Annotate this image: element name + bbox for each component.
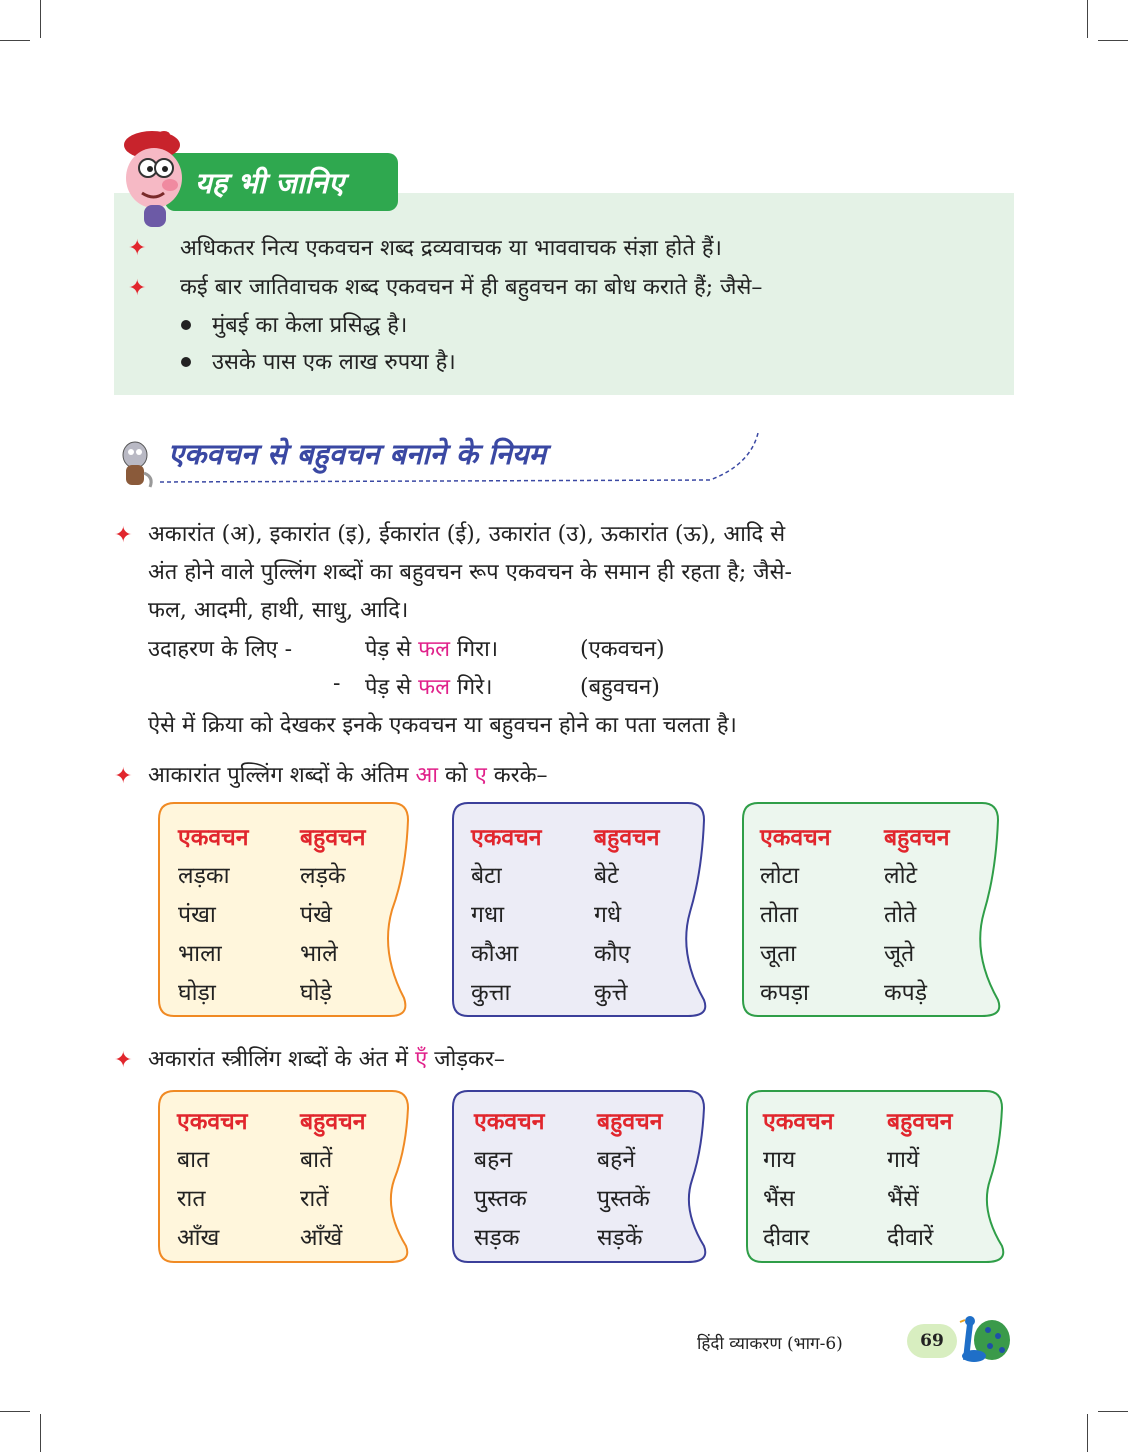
crop-mark bbox=[1087, 0, 1088, 38]
plural-word: कुत्ते bbox=[594, 980, 628, 1006]
plural-word: बहनें bbox=[597, 1147, 636, 1173]
know-bullet: कई बार जातिवाचक शब्द एकवचन में ही बहुवचन का बोध कराते हैं; जैसे– bbox=[180, 275, 763, 300]
know-bullet: अधिकतर नित्य एकवचन शब्द द्रव्यवाचक या भाववाचक संज्ञा होते हैं। bbox=[180, 236, 722, 261]
crop-mark bbox=[40, 0, 41, 38]
singular-word: कुत्ता bbox=[471, 980, 511, 1006]
bullet-dot-icon bbox=[181, 357, 191, 367]
header-singular: एकवचन bbox=[471, 824, 542, 851]
singular-word: कपड़ा bbox=[760, 980, 809, 1006]
singular-word: तोता bbox=[760, 902, 799, 928]
plural-word: पंखे bbox=[300, 902, 332, 928]
singular-word: बेटा bbox=[471, 863, 502, 889]
example-text: पेड़ से bbox=[365, 637, 412, 662]
plural-word: लड़के bbox=[300, 863, 346, 889]
plural-word: घोड़े bbox=[300, 980, 332, 1006]
plural-word: भैंसें bbox=[887, 1186, 919, 1212]
example-sentence bbox=[365, 633, 498, 663]
header-plural: बहुवचन bbox=[884, 824, 950, 851]
bullet-star-icon: ✦ bbox=[114, 1048, 133, 1073]
rule3-text bbox=[148, 1043, 505, 1073]
plural-word: लोटे bbox=[884, 863, 918, 889]
rule3-highlight: एँ bbox=[415, 1047, 428, 1072]
example-text: गिरे। bbox=[457, 675, 493, 700]
rule3-part: जोड़कर– bbox=[434, 1047, 505, 1072]
singular-word: बात bbox=[177, 1147, 210, 1173]
example-sentence bbox=[365, 671, 492, 701]
singular-word: रात bbox=[177, 1186, 206, 1212]
bullet-star-icon: ✦ bbox=[128, 236, 147, 261]
header-plural: बहुवचन bbox=[887, 1108, 953, 1135]
rule3-part: अकारांत स्त्रीलिंग शब्दों के अंत में bbox=[148, 1047, 409, 1072]
crop-mark bbox=[1098, 1411, 1128, 1412]
plural-word: रातें bbox=[300, 1186, 329, 1212]
plural-word: कौए bbox=[594, 941, 631, 967]
singular-word: लड़का bbox=[178, 863, 230, 889]
know-sub-item: उसके पास एक लाख रुपया है। bbox=[212, 350, 456, 375]
crop-mark bbox=[1087, 1414, 1088, 1452]
book-title: हिंदी व्याकरण (भाग-6) bbox=[697, 1334, 843, 1354]
rule2-part: आकारांत पुल्लिंग शब्दों के अंतिम bbox=[148, 763, 409, 788]
plural-word: आँखें bbox=[300, 1225, 343, 1251]
example-text: पेड़ से bbox=[365, 675, 412, 700]
rule2-part: को bbox=[444, 763, 468, 788]
example-tag: (एकवचन) bbox=[580, 637, 665, 662]
rule2-highlight: ए bbox=[474, 763, 487, 788]
bullet-dot-icon bbox=[181, 320, 191, 330]
rule1-line: फल, आदमी, हाथी, साधु, आदि। bbox=[148, 598, 409, 623]
crop-mark bbox=[0, 40, 30, 41]
example-text: गिरा। bbox=[457, 637, 499, 662]
bullet-star-icon: ✦ bbox=[128, 276, 147, 301]
plural-word: भाले bbox=[300, 941, 338, 967]
singular-word: गाय bbox=[763, 1147, 796, 1173]
header-plural: बहुवचन bbox=[300, 824, 366, 851]
plural-word: गायें bbox=[887, 1147, 920, 1173]
plural-word: पुस्तकें bbox=[597, 1186, 650, 1212]
rule1-line: अकारांत (अ), इकारांत (इ), ईकारांत (ई), उकारांत (उ), ऊकारांत (ऊ), आदि से bbox=[148, 522, 786, 547]
crop-mark bbox=[1098, 40, 1128, 41]
crop-mark bbox=[0, 1411, 30, 1412]
singular-word: कौआ bbox=[471, 941, 519, 967]
boy-mascot-icon bbox=[112, 123, 202, 233]
know-this-title: यह भी जानिए bbox=[165, 153, 398, 211]
example-highlight: फल bbox=[418, 675, 451, 700]
section-heading: एकवचन से बहुवचन बनाने के नियम bbox=[168, 437, 546, 471]
singular-word: पुस्तक bbox=[474, 1186, 527, 1212]
singular-word: भैंस bbox=[763, 1186, 795, 1212]
bullet-star-icon: ✦ bbox=[114, 523, 133, 548]
header-singular: एकवचन bbox=[760, 824, 831, 851]
rule1-note: ऐसे में क्रिया को देखकर इनके एकवचन या बहुवचन होने का पता चलता है। bbox=[148, 713, 737, 738]
header-plural: बहुवचन bbox=[594, 824, 660, 851]
plural-word: गधे bbox=[594, 902, 622, 928]
plural-word: जूते bbox=[884, 941, 915, 967]
rule2-text bbox=[148, 759, 548, 789]
header-singular: एकवचन bbox=[177, 1108, 248, 1135]
singular-word: जूता bbox=[760, 941, 797, 967]
plural-word: बातें bbox=[300, 1147, 333, 1173]
rule2-part: करके– bbox=[493, 763, 548, 788]
singular-word: लोटा bbox=[760, 863, 800, 889]
example-label: उदाहरण के लिए - bbox=[148, 637, 293, 662]
header-singular: एकवचन bbox=[474, 1108, 545, 1135]
rule2-highlight: आ bbox=[415, 763, 438, 788]
peacock-icon bbox=[948, 1310, 1012, 1366]
crop-mark bbox=[40, 1414, 41, 1452]
know-sub-item: मुंबई का केला प्रसिद्ध है। bbox=[212, 313, 408, 338]
plural-word: बेटे bbox=[594, 863, 619, 889]
singular-word: आँख bbox=[177, 1225, 220, 1251]
plural-word: दीवारें bbox=[887, 1225, 934, 1251]
plural-word: सड़कें bbox=[597, 1225, 643, 1251]
header-singular: एकवचन bbox=[763, 1108, 834, 1135]
singular-word: दीवार bbox=[763, 1225, 810, 1251]
example-highlight: फल bbox=[418, 637, 451, 662]
bullet-star-icon: ✦ bbox=[114, 764, 133, 789]
rule1-line: अंत होने वाले पुल्लिंग शब्दों का बहुवचन रूप एकवचन के समान ही रहता है; जैसे- bbox=[148, 560, 792, 585]
singular-word: गधा bbox=[471, 902, 505, 928]
example-dash: - bbox=[333, 671, 341, 696]
singular-word: पंखा bbox=[178, 902, 216, 928]
singular-word: घोड़ा bbox=[178, 980, 216, 1006]
singular-word: भाला bbox=[178, 941, 222, 967]
header-plural: बहुवचन bbox=[597, 1108, 663, 1135]
plural-word: कपड़े bbox=[884, 980, 928, 1006]
header-plural: बहुवचन bbox=[300, 1108, 366, 1135]
header-singular: एकवचन bbox=[178, 824, 249, 851]
singular-word: सड़क bbox=[474, 1225, 520, 1251]
plural-word: तोते bbox=[884, 902, 917, 928]
example-tag: (बहुवचन) bbox=[580, 675, 660, 700]
singular-word: बहन bbox=[474, 1147, 513, 1173]
page-number: 69 bbox=[920, 1331, 944, 1351]
